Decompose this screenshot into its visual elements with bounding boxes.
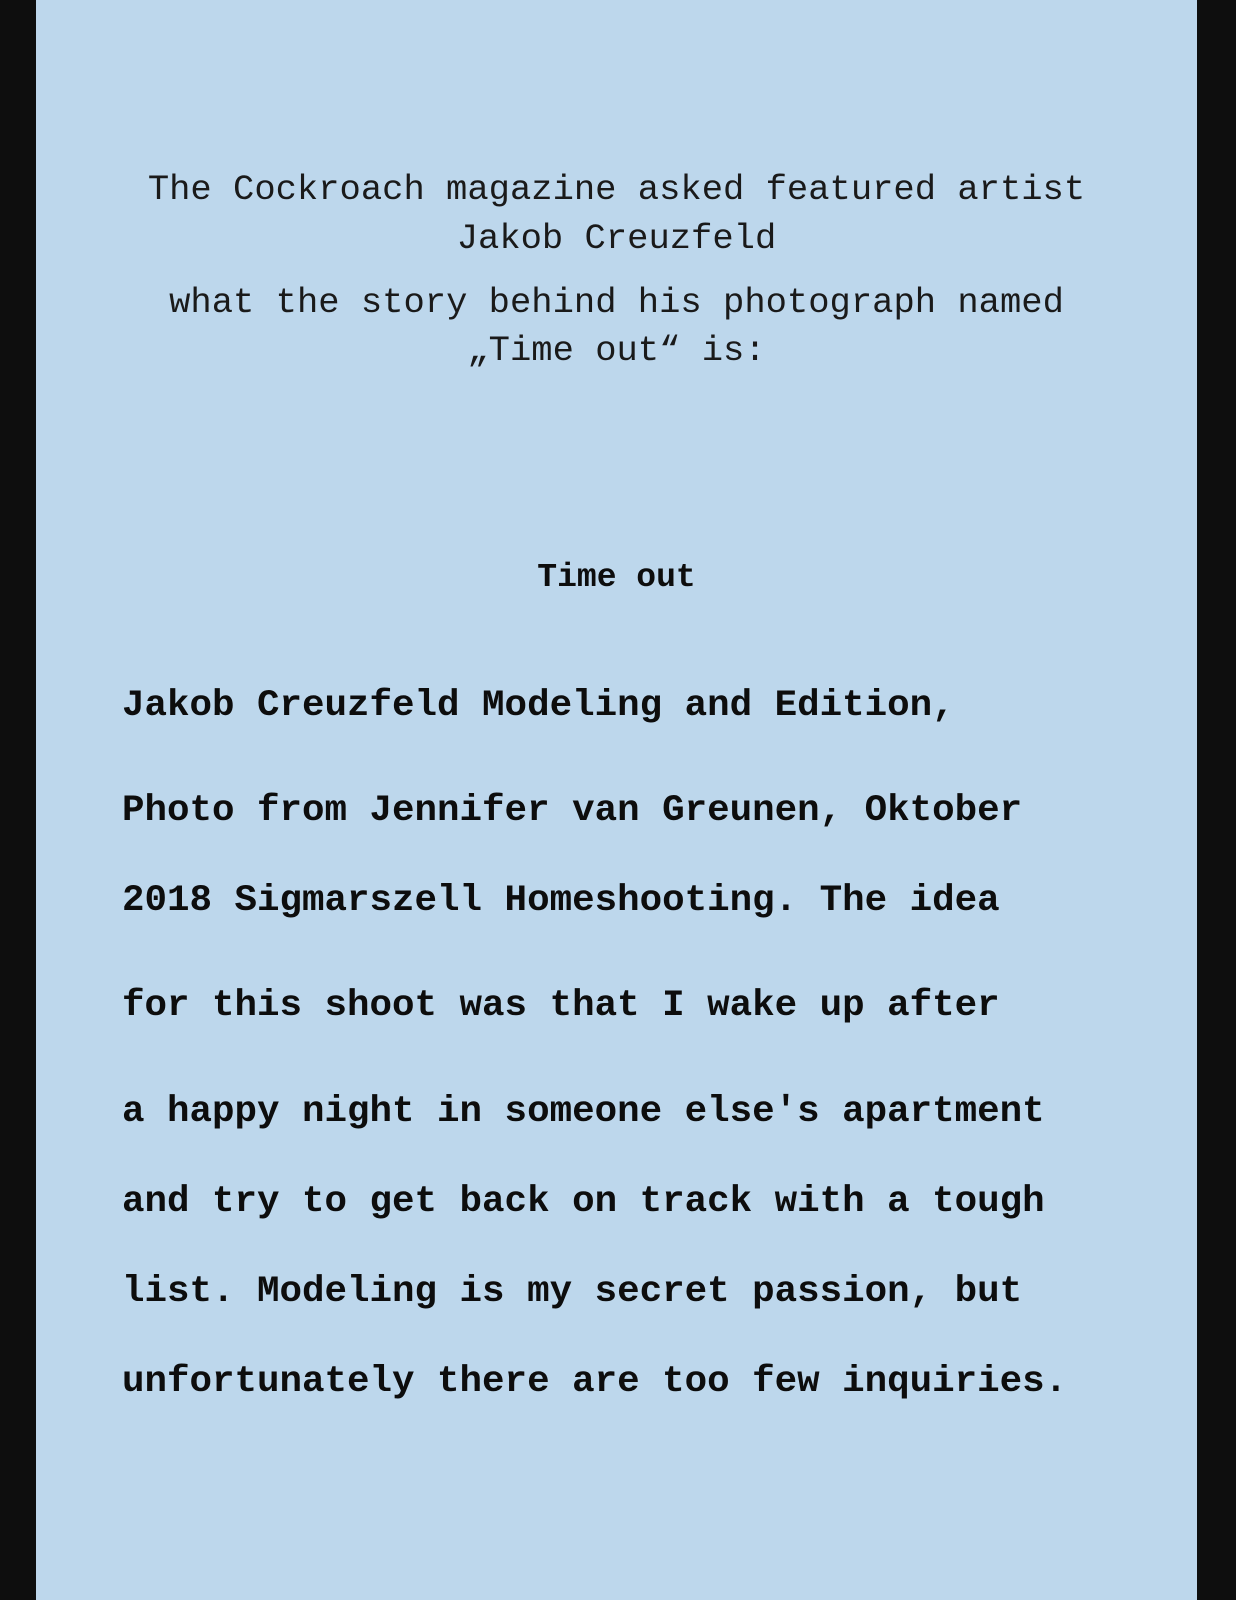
intro-line-1: The Cockroach magazine asked featured artist	[147, 169, 1086, 210]
story-title: Time out	[537, 559, 696, 596]
story-line: for this shoot was that I wake up after	[122, 985, 1000, 1027]
intro-line-4: „Time out“ is:	[467, 330, 766, 371]
story-line: a happy night in someone else's apartment	[122, 1091, 1045, 1133]
page	[36, 0, 1197, 1600]
story-line: Jakob Creuzfeld Modeling and Edition,	[122, 685, 955, 727]
story-line: list. Modeling is my secret passion, but	[122, 1271, 1023, 1313]
story-line: unfortunately there are too few inquiries.	[122, 1361, 1068, 1403]
intro-line-2: Jakob Creuzfeld	[456, 218, 777, 259]
story-line: Photo from Jennifer van Greunen, Oktober	[122, 790, 1023, 832]
story-line: 2018 Sigmarszell Homeshooting. The idea	[122, 880, 1000, 922]
intro-line-3: what the story behind his photograph named	[169, 282, 1064, 323]
story-line: and try to get back on track with a tough	[122, 1181, 1045, 1223]
